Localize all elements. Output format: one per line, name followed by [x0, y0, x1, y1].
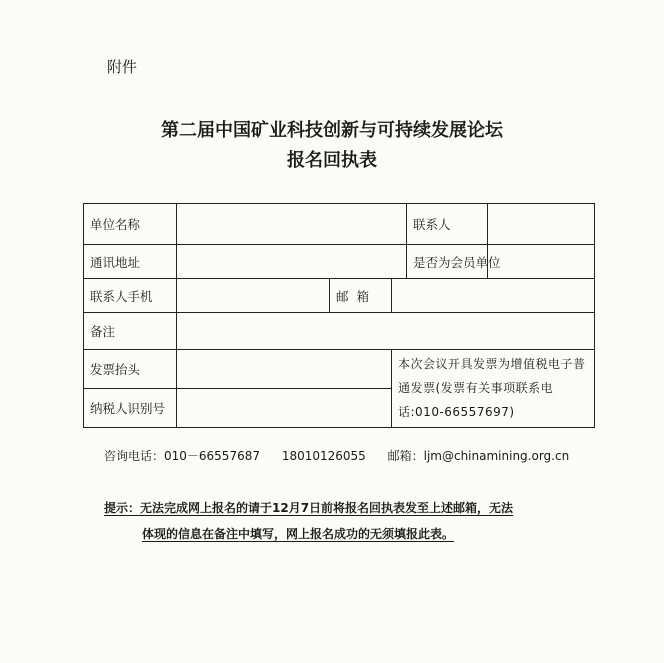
- contact-person-label: 联系人: [407, 204, 488, 245]
- email-field[interactable]: [392, 279, 595, 313]
- mobile-text: 18010126055: [281, 449, 366, 463]
- page-title: 第二届中国矿业科技创新与可持续发展论坛: [161, 120, 503, 141]
- contact-mobile-label: 联系人手机: [84, 279, 177, 313]
- table-row: [84, 204, 595, 245]
- taxpayer-id-field[interactable]: [177, 389, 392, 428]
- tip-line-2: 体现的信息在备注中填写，网上报名成功的无须填报此表。: [142, 527, 455, 541]
- address-label: 通讯地址: [84, 245, 177, 279]
- invoice-title-field[interactable]: [177, 350, 392, 389]
- contact-mobile-field[interactable]: [177, 279, 330, 313]
- org-name-field[interactable]: [177, 204, 407, 245]
- phone-text: 咨询电话：010－66557687: [104, 449, 260, 463]
- attachment-label: 附件: [107, 58, 138, 76]
- contact-person-field[interactable]: [488, 204, 595, 245]
- address-field[interactable]: [177, 245, 407, 279]
- email-text: 邮箱：ljm@chinamining.org.cn: [387, 449, 570, 463]
- remarks-label: 备注: [84, 313, 177, 350]
- invoice-title-label: 发票抬头: [84, 350, 177, 389]
- taxpayer-id-label: 纳税人识别号: [84, 389, 177, 428]
- page-subtitle: 报名回执表: [287, 150, 377, 171]
- tip-note: [104, 495, 584, 547]
- tip-line-1: 提示：无法完成网上报名的请于12月7日前将报名回执表发至上述邮箱，无法: [104, 501, 514, 515]
- member-status-label: 是否为会员单位: [407, 245, 488, 279]
- table-row: [84, 245, 595, 279]
- table-row: [84, 350, 595, 389]
- remarks-field[interactable]: [177, 313, 595, 350]
- org-name-label: 单位名称: [84, 204, 177, 245]
- member-status-field[interactable]: [488, 245, 595, 279]
- table-row: [84, 313, 595, 350]
- registration-form-table: [83, 203, 595, 428]
- invoice-note: 本次会议开具发票为增值税电子普通发票(发票有关事项联系电话:010-66557697): [392, 350, 595, 428]
- email-label: 邮 箱: [330, 279, 392, 313]
- table-row: [84, 279, 595, 313]
- contact-info: [104, 447, 587, 464]
